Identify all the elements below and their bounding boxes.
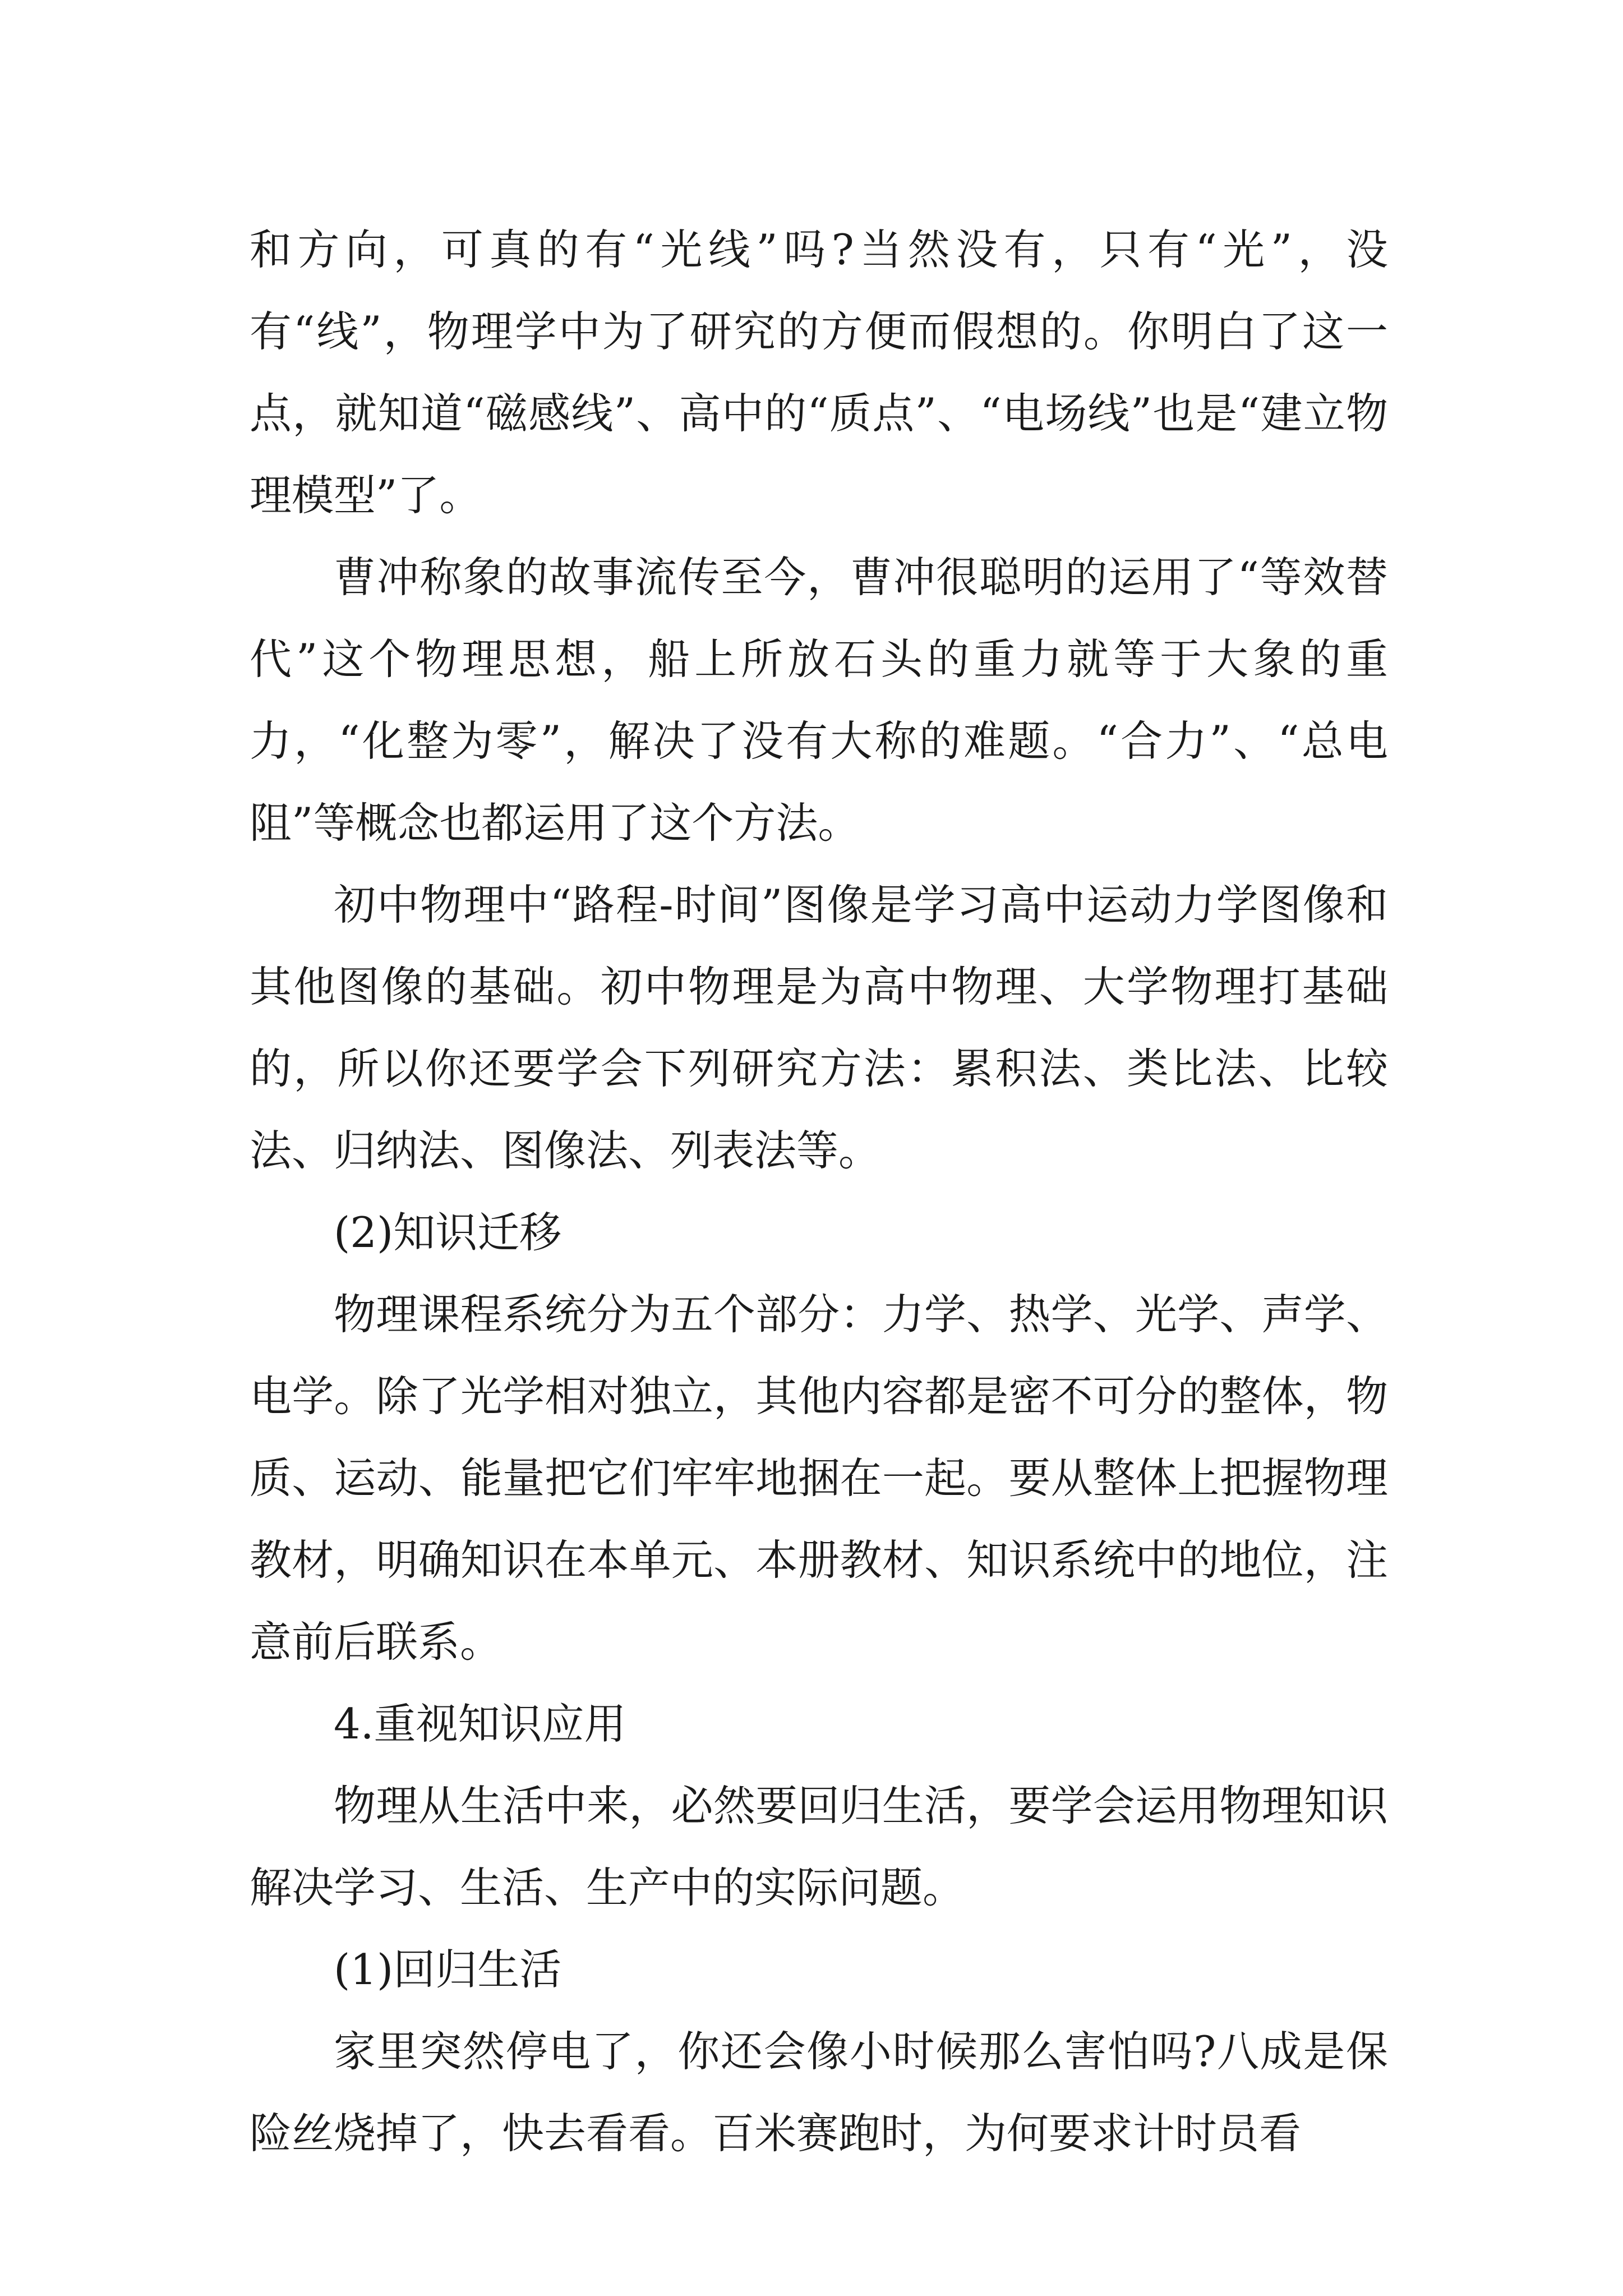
paragraph-course-system: 物理课程系统分为五个部分：力学、热学、光学、声学、电学。除了光学相对独立，其他内容都是密不可分的整体，物质、运动、能量把它们牢牢地捆在一起。要从整体上把握物理教材，明确知识在本单元、本册教材、知识系统中的地位，注意前后联系。 — [250, 1290, 1388, 1667]
paragraph-cao-chong: 曹冲称象的故事流传至今，曹冲很聪明的运用了“等效替代”这个物理思想，船上所放石头的重力就等于大象的重力，“化整为零”，解决了没有大称的难题。“合力”、“总电阻”等概念也都运用了这个方法。 — [250, 553, 1388, 848]
paragraph-power-outage: 家里突然停电了，你还会像小时候那么害怕吗?八成是保险丝烧掉了，快去看看。百米赛跑时，为何要求计时员看 — [250, 2027, 1388, 2158]
heading-knowledge-application: 4.重视知识应用 — [334, 1699, 626, 1749]
body-text — [250, 209, 1388, 2174]
heading-knowledge-transfer: (2)知识迁移 — [334, 1208, 562, 1257]
paragraph-continued: 和方向，可真的有“光线”吗?当然没有，只有“光”，没有“线”，物理学中为了研究的方便而假想的。你明白了这一点，就知道“磁感线”、高中的“质点”、“电场线”也是“建立物理模型”了。 — [250, 225, 1388, 520]
paragraph-graph-methods: 初中物理中“路程-时间”图像是学习高中运动力学图像和其他图像的基础。初中物理是为高中物理、大学物理打基础的，所以你还要学会下列研究方法：累积法、类比法、比较法、归纳法、图像法、列表法等。 — [250, 880, 1388, 1175]
paragraph-physics-life: 物理从生活中来，必然要回归生活，要学会运用物理知识解决学习、生活、生产中的实际问题。 — [250, 1781, 1388, 1912]
heading-return-to-life: (1)回归生活 — [334, 1945, 562, 1994]
